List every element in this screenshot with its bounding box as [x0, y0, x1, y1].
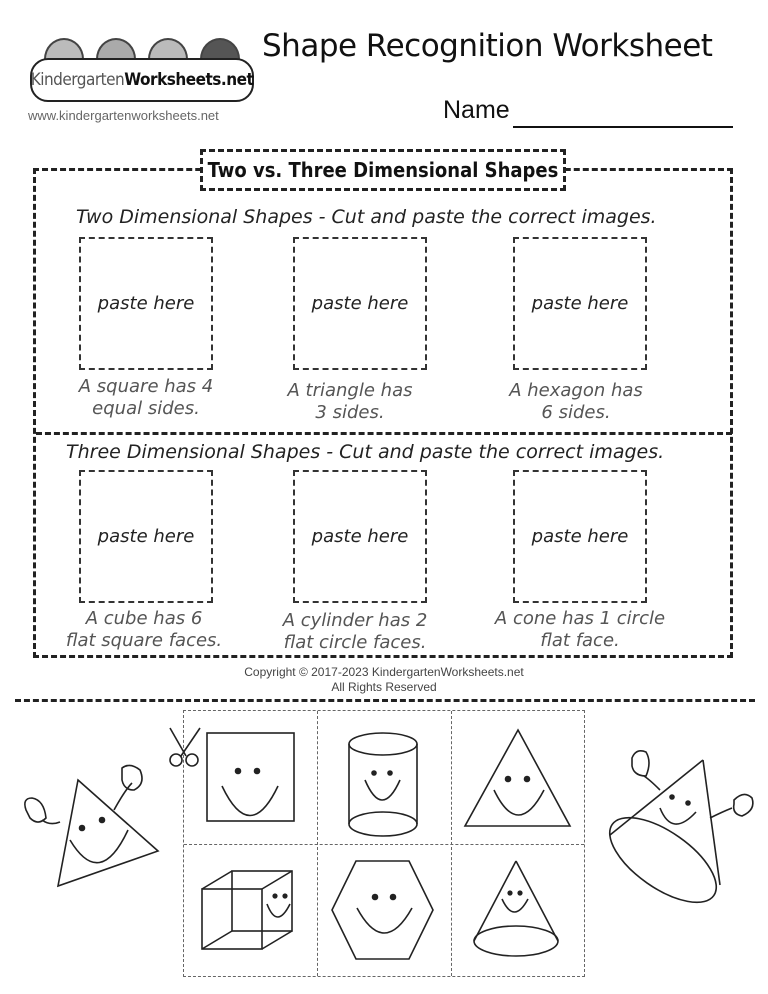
hexagon-cutout-icon — [332, 861, 433, 959]
caption-line: A cone has 1 circle — [494, 608, 666, 629]
caption-line: A square has 4 — [78, 376, 214, 397]
copyright-text: Copyright © 2017-2023 KindergartenWorksheets.net — [244, 665, 524, 679]
caption-line: A cylinder has 2 — [282, 610, 428, 631]
rights-text: All Rights Reserved — [331, 680, 437, 694]
logo-text-part1: Kindergarten — [30, 70, 125, 90]
website-url: www.kindergartenworksheets.net — [28, 108, 219, 123]
cone-mascot-icon — [596, 751, 753, 919]
cone-cutout-icon — [474, 861, 558, 956]
caption-line: flat square faces. — [65, 630, 223, 651]
scissors-icon — [170, 728, 200, 766]
logo-text-part2: Worksheets.net — [124, 70, 254, 90]
triangle-cutout-icon — [465, 730, 570, 826]
caption-line: flat circle faces. — [283, 632, 427, 653]
name-label: Name — [443, 96, 510, 124]
paste-box-cone[interactable]: paste here — [513, 470, 647, 603]
page-title: Shape Recognition Worksheet — [262, 28, 713, 64]
paste-box-square[interactable]: paste here — [79, 237, 213, 370]
section-heading: Two vs. Three Dimensional Shapes — [200, 149, 566, 191]
square-cutout-icon — [207, 733, 294, 821]
caption-line: A triangle has — [287, 380, 413, 401]
paste-box-triangle[interactable]: paste here — [293, 237, 427, 370]
cube-cutout-icon — [202, 871, 292, 949]
caption-line: 3 sides. — [315, 402, 385, 423]
paste-box-cylinder[interactable]: paste here — [293, 470, 427, 603]
caption-line: equal sides. — [92, 398, 200, 419]
three-d-instruction: Three Dimensional Shapes - Cut and paste the correct images. — [66, 441, 665, 463]
cylinder-cutout-icon — [349, 733, 417, 836]
triangle-mascot-icon — [25, 765, 158, 886]
caption-line: flat face. — [540, 630, 620, 651]
paste-box-cube[interactable]: paste here — [79, 470, 213, 603]
caption-line: 6 sides. — [541, 402, 611, 423]
caption-line: A hexagon has — [509, 380, 643, 401]
caption-line: A cube has 6 — [85, 608, 203, 629]
paste-box-hexagon[interactable]: paste here — [513, 237, 647, 370]
two-d-instruction: Two Dimensional Shapes - Cut and paste the correct images. — [76, 206, 657, 228]
